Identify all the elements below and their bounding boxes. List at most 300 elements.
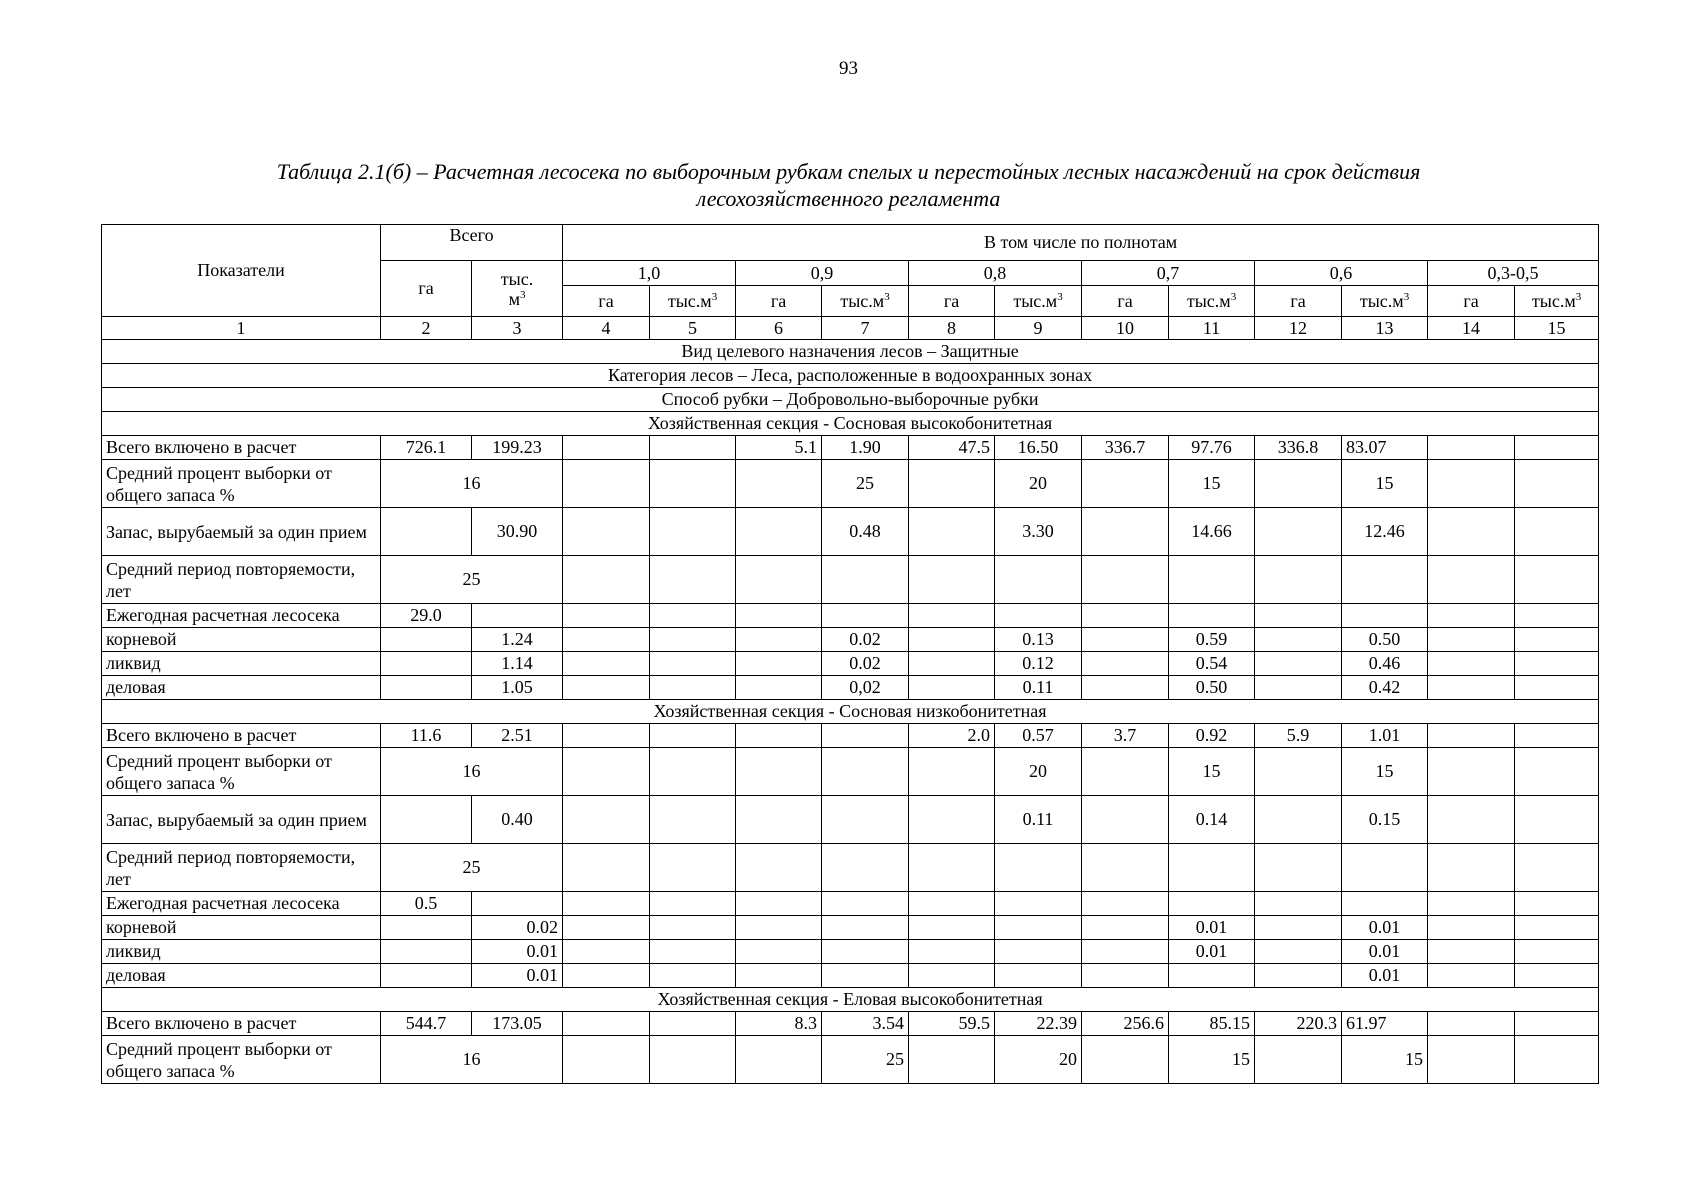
cell: 1.05 [472, 676, 563, 700]
cell [909, 628, 995, 652]
cell [1082, 748, 1169, 796]
cell: 199.23 [472, 436, 563, 460]
cell [995, 964, 1082, 988]
cell [1428, 508, 1515, 556]
cell [381, 964, 472, 988]
cell: 1.14 [472, 652, 563, 676]
cell [1082, 796, 1169, 844]
cell: 256.6 [1082, 1012, 1169, 1036]
cell [381, 940, 472, 964]
row-label: Запас, вырубаемый за один прием [102, 796, 381, 844]
cell [1255, 916, 1342, 940]
cell [1428, 796, 1515, 844]
cell [650, 604, 736, 628]
allowable-cut-table [101, 224, 1599, 1084]
cell [563, 796, 650, 844]
col-number: 8 [909, 317, 995, 340]
cell [381, 508, 472, 556]
cell [736, 628, 822, 652]
cell: 20 [995, 1036, 1082, 1084]
cell [1255, 844, 1342, 892]
cell [1515, 604, 1599, 628]
cell [1515, 652, 1599, 676]
cell [1169, 892, 1255, 916]
cell [563, 724, 650, 748]
row-label: корневой [102, 628, 381, 652]
cell [1428, 916, 1515, 940]
cell: 0.01 [1169, 940, 1255, 964]
header-density-07: 0,7 [1082, 261, 1255, 286]
section-title: Хозяйственная секция - Сосновая низкобонитетная [102, 700, 1599, 724]
header-density-09: 0,9 [736, 261, 909, 286]
cell [822, 940, 909, 964]
cell [563, 460, 650, 508]
cell [650, 1012, 736, 1036]
col-number: 5 [650, 317, 736, 340]
cell [736, 460, 822, 508]
cell: 0.12 [995, 652, 1082, 676]
cell: 15 [1169, 460, 1255, 508]
cell: 97.76 [1169, 436, 1255, 460]
cell: 0.02 [822, 628, 909, 652]
caption-line-2: лесохозяйственного регламента [696, 186, 1001, 211]
cell [822, 724, 909, 748]
header-m3: $тыс.м^3$ [995, 286, 1082, 317]
cell [1428, 436, 1515, 460]
cell: 0.48 [822, 508, 909, 556]
cell [381, 652, 472, 676]
cell [381, 916, 472, 940]
cell [563, 916, 650, 940]
cell [1082, 916, 1169, 940]
header-m3: $тыс.м^3$ [822, 286, 909, 317]
cell [736, 676, 822, 700]
cell: 83.07 [1342, 436, 1428, 460]
col-number: 13 [1342, 317, 1428, 340]
cell [650, 940, 736, 964]
header-ha: га [563, 286, 650, 317]
cell: 336.8 [1255, 436, 1342, 460]
cell [381, 676, 472, 700]
group-row [102, 340, 1599, 364]
cell: 0.02 [822, 652, 909, 676]
cell: 1.24 [472, 628, 563, 652]
cell [1428, 628, 1515, 652]
cell [1169, 556, 1255, 604]
cell [650, 508, 736, 556]
cell: 0.01 [472, 940, 563, 964]
cell [472, 892, 563, 916]
row-label: Всего включено в расчет [102, 1012, 381, 1036]
cell: 0.01 [1169, 916, 1255, 940]
cell [650, 748, 736, 796]
cell [1255, 556, 1342, 604]
cell [995, 604, 1082, 628]
cell [650, 796, 736, 844]
row-label: Ежегодная расчетная лесосека [102, 604, 381, 628]
cell: 0.54 [1169, 652, 1255, 676]
cell [736, 916, 822, 940]
header-density-06: 0,6 [1255, 261, 1428, 286]
header-total: Всего [381, 225, 563, 261]
column-numbers-row [102, 317, 1599, 340]
cell [909, 964, 995, 988]
cell: 8.3 [736, 1012, 822, 1036]
cell: 5.9 [1255, 724, 1342, 748]
table-row [102, 796, 1599, 844]
cell [563, 604, 650, 628]
section-title: Хозяйственная секция - Сосновая высокобонитетная [102, 412, 1599, 436]
cell [736, 724, 822, 748]
cell [909, 652, 995, 676]
cell [909, 892, 995, 916]
table-row [102, 1036, 1599, 1084]
group-row [102, 364, 1599, 388]
cell: 0.02 [472, 916, 563, 940]
cell: 15 [1342, 1036, 1428, 1084]
cell: 726.1 [381, 436, 472, 460]
cell [1255, 628, 1342, 652]
caption-line-1: Таблица 2.1(б) – Расчетная лесосека по выборочным рубкам спелых и перестойных лесных насаждений на срок действия [276, 159, 1421, 184]
cell: 0.42 [1342, 676, 1428, 700]
cell: 22.39 [995, 1012, 1082, 1036]
cell [1428, 604, 1515, 628]
cell [1428, 676, 1515, 700]
header-m3: $тыс.м^3$ [1515, 286, 1599, 317]
cell [650, 892, 736, 916]
cell [822, 916, 909, 940]
cell: 3.30 [995, 508, 1082, 556]
cell [1082, 652, 1169, 676]
cell [650, 436, 736, 460]
cell [1255, 460, 1342, 508]
cell [563, 1012, 650, 1036]
cell [1515, 556, 1599, 604]
cell [909, 748, 995, 796]
cell [1515, 916, 1599, 940]
cell [1428, 892, 1515, 916]
cell: 0.01 [472, 964, 563, 988]
col-number: 7 [822, 317, 909, 340]
cell: 15 [1342, 748, 1428, 796]
cell [995, 892, 1082, 916]
cell: 173.05 [472, 1012, 563, 1036]
cell: 3.54 [822, 1012, 909, 1036]
table-row [102, 748, 1599, 796]
cell [909, 460, 995, 508]
table-caption [100, 158, 1597, 212]
header-total-m3: тыс. $м^3$ [472, 261, 563, 317]
header-including: В том числе по полнотам [563, 225, 1599, 261]
cell [1082, 1036, 1169, 1084]
cell [1255, 676, 1342, 700]
cell [909, 940, 995, 964]
cell [822, 964, 909, 988]
section-title-row [102, 412, 1599, 436]
cell: 16 [381, 460, 563, 508]
row-label: Средний процент выборки от общего запаса % [102, 748, 381, 796]
cell [563, 652, 650, 676]
cell [1515, 796, 1599, 844]
row-label: Средний период повторяемости, лет [102, 556, 381, 604]
header-density-10: 1,0 [563, 261, 736, 286]
cell [1515, 1012, 1599, 1036]
cell [1082, 964, 1169, 988]
cell [909, 1036, 995, 1084]
cell [563, 628, 650, 652]
cell [1515, 940, 1599, 964]
cell: 2.51 [472, 724, 563, 748]
row-label: Средний процент выборки от общего запаса % [102, 460, 381, 508]
cell [1082, 508, 1169, 556]
cell [909, 508, 995, 556]
cell [736, 556, 822, 604]
cell: 20 [995, 460, 1082, 508]
cell [563, 940, 650, 964]
cell [1255, 940, 1342, 964]
cell [472, 604, 563, 628]
cell [995, 556, 1082, 604]
cell [1082, 628, 1169, 652]
cell: 16.50 [995, 436, 1082, 460]
cell [822, 556, 909, 604]
cell: 0,02 [822, 676, 909, 700]
header-density-08: 0,8 [909, 261, 1082, 286]
cell: 0.92 [1169, 724, 1255, 748]
row-label: ликвид [102, 940, 381, 964]
cell [1428, 1036, 1515, 1084]
cell [1428, 460, 1515, 508]
cell: 25 [381, 844, 563, 892]
cell [736, 796, 822, 844]
cell [1428, 652, 1515, 676]
cell: 0.57 [995, 724, 1082, 748]
cell [1169, 964, 1255, 988]
cell [1169, 844, 1255, 892]
cell: 220.3 [1255, 1012, 1342, 1036]
felling-method-heading: Способ рубки – Добровольно-выборочные рубки [102, 388, 1599, 412]
cell [1428, 964, 1515, 988]
col-number: 1 [102, 317, 381, 340]
header-m3: $тыс.м^3$ [1169, 286, 1255, 317]
cell [563, 508, 650, 556]
cell [1255, 1036, 1342, 1084]
cell: 2.0 [909, 724, 995, 748]
cell [909, 916, 995, 940]
cell [650, 844, 736, 892]
cell [1515, 1036, 1599, 1084]
cell [736, 964, 822, 988]
cell [1515, 892, 1599, 916]
cell: 0.11 [995, 796, 1082, 844]
cell: 1.90 [822, 436, 909, 460]
cell [1428, 844, 1515, 892]
cell: 544.7 [381, 1012, 472, 1036]
cell [563, 676, 650, 700]
cell [381, 628, 472, 652]
cell [736, 508, 822, 556]
row-label: Ежегодная расчетная лесосека [102, 892, 381, 916]
table-row [102, 604, 1599, 628]
table-row [102, 556, 1599, 604]
cell [650, 724, 736, 748]
header-ha: га [1082, 286, 1169, 317]
cell [563, 892, 650, 916]
cell [822, 796, 909, 844]
cell [563, 844, 650, 892]
cell: 12.46 [1342, 508, 1428, 556]
cell: 0.5 [381, 892, 472, 916]
cell: 0.11 [995, 676, 1082, 700]
table-row [102, 508, 1599, 556]
cell [736, 940, 822, 964]
table-row [102, 892, 1599, 916]
cell [1082, 940, 1169, 964]
cell [1515, 460, 1599, 508]
cell [1082, 556, 1169, 604]
table-row [102, 724, 1599, 748]
cell [1428, 748, 1515, 796]
cell [822, 748, 909, 796]
cell [1428, 556, 1515, 604]
col-number: 14 [1428, 317, 1515, 340]
row-label: ликвид [102, 652, 381, 676]
cell [1428, 940, 1515, 964]
cell: 0.01 [1342, 940, 1428, 964]
table-row [102, 436, 1599, 460]
cell [909, 556, 995, 604]
cell [909, 604, 995, 628]
cell [1255, 892, 1342, 916]
cell [736, 844, 822, 892]
table-row [102, 844, 1599, 892]
cell [1342, 604, 1428, 628]
cell [1428, 1012, 1515, 1036]
cell: 47.5 [909, 436, 995, 460]
forest-category-heading: Категория лесов – Леса, расположенные в водоохранных зонах [102, 364, 1599, 388]
cell [650, 1036, 736, 1084]
row-label: Средний процент выборки от общего запаса % [102, 1036, 381, 1084]
table-row [102, 460, 1599, 508]
cell: 61.97 [1342, 1012, 1428, 1036]
cell: 20 [995, 748, 1082, 796]
cell [1515, 628, 1599, 652]
cell [650, 676, 736, 700]
col-number: 15 [1515, 317, 1599, 340]
header-ha: га [736, 286, 822, 317]
cell: 0.13 [995, 628, 1082, 652]
cell [1255, 964, 1342, 988]
cell [1255, 652, 1342, 676]
cell [1082, 892, 1169, 916]
header-ha: га [1428, 286, 1515, 317]
group-row [102, 388, 1599, 412]
section-title: Хозяйственная секция - Еловая высокобонитетная [102, 988, 1599, 1012]
cell [1515, 748, 1599, 796]
row-label: Всего включено в расчет [102, 436, 381, 460]
table-row [102, 676, 1599, 700]
cell: 0.01 [1342, 916, 1428, 940]
col-number: 3 [472, 317, 563, 340]
cell: 1.01 [1342, 724, 1428, 748]
cell: 11.6 [381, 724, 472, 748]
row-label: Средний период повторяемости, лет [102, 844, 381, 892]
cell [1082, 460, 1169, 508]
cell: 336.7 [1082, 436, 1169, 460]
cell [650, 916, 736, 940]
header-ha: га [909, 286, 995, 317]
cell [995, 940, 1082, 964]
header-m3: $тыс.м^3$ [650, 286, 736, 317]
table-row [102, 940, 1599, 964]
cell [736, 652, 822, 676]
cell: 25 [822, 460, 909, 508]
page-number: 93 [839, 58, 858, 79]
cell: 0.46 [1342, 652, 1428, 676]
cell [563, 964, 650, 988]
table-row [102, 964, 1599, 988]
cell [563, 556, 650, 604]
cell [1255, 748, 1342, 796]
cell: 0.01 [1342, 964, 1428, 988]
cell [1515, 436, 1599, 460]
cell [1255, 508, 1342, 556]
header-indicators: Показатели [102, 225, 381, 317]
row-label: деловая [102, 964, 381, 988]
cell [736, 1036, 822, 1084]
cell: 16 [381, 1036, 563, 1084]
row-label: деловая [102, 676, 381, 700]
cell [736, 748, 822, 796]
cell [650, 964, 736, 988]
cell [1515, 964, 1599, 988]
cell: 0.40 [472, 796, 563, 844]
table-row [102, 1012, 1599, 1036]
cell [736, 892, 822, 916]
cell [1515, 724, 1599, 748]
cell [822, 844, 909, 892]
header-ha: га [1255, 286, 1342, 317]
col-number: 4 [563, 317, 650, 340]
table-row [102, 628, 1599, 652]
cell: 0.50 [1342, 628, 1428, 652]
cell [909, 844, 995, 892]
cell [909, 796, 995, 844]
col-number: 2 [381, 317, 472, 340]
cell [650, 460, 736, 508]
cell: 14.66 [1169, 508, 1255, 556]
col-number: 11 [1169, 317, 1255, 340]
cell: 85.15 [1169, 1012, 1255, 1036]
cell [1342, 892, 1428, 916]
section-title-row [102, 700, 1599, 724]
col-number: 9 [995, 317, 1082, 340]
header-m3: $тыс.м^3$ [1342, 286, 1428, 317]
cell [1082, 604, 1169, 628]
cell [1515, 844, 1599, 892]
forest-purpose-heading: Вид целевого назначения лесов – Защитные [102, 340, 1599, 364]
cell [995, 844, 1082, 892]
cell: 0.59 [1169, 628, 1255, 652]
row-label: корневой [102, 916, 381, 940]
cell [822, 604, 909, 628]
cell [736, 604, 822, 628]
cell [650, 556, 736, 604]
cell: 59.5 [909, 1012, 995, 1036]
cell [1428, 724, 1515, 748]
cell [995, 916, 1082, 940]
section-title-row [102, 988, 1599, 1012]
